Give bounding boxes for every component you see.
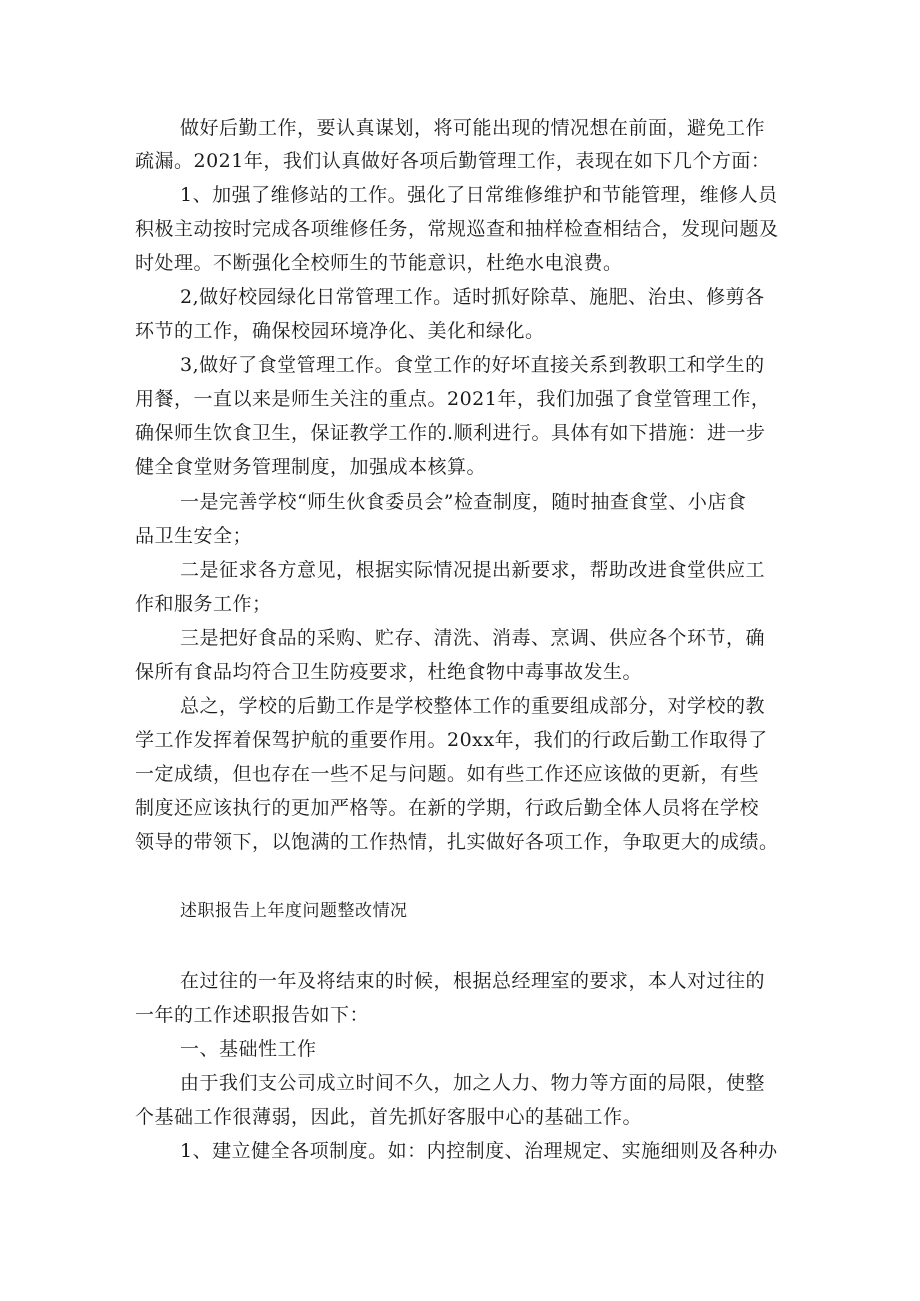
text-line: 学工作发挥着保驾护航的重要作用。20xx年，我们的行政后勤工作取得了	[135, 729, 768, 751]
text-line: 疏漏。2021年，我们认真做好各项后勤管理工作，表现在如下几个方面：	[135, 150, 771, 172]
text-line: 保所有食品均符合卫生防疫要求，杜绝食物中毒事故发生。	[135, 661, 643, 683]
text-line: 时处理。不断强化全校师生的节能意识，杜绝水电浪费。	[135, 252, 623, 274]
text-line: 个基础工作很薄弱，因此，首先抓好客服中心的基础工作。	[135, 1106, 643, 1128]
text-line: 健全食堂财务管理制度，加强成本核算。	[135, 456, 487, 478]
text-line: 作和服务工作；	[135, 593, 272, 615]
text-line: 制度还应该执行的更加严格等。在新的学期，行政后勤全体人员将在学校	[135, 797, 760, 819]
text-line: 一是完善学校“师生伙食委员会”检查制度，随时抽查食堂、小店食	[180, 491, 747, 513]
text-line: 2,做好校园绿化日常管理工作。适时抓好除草、施肥、治虫、修剪各	[180, 286, 765, 308]
text-line: 用餐，一直以来是师生关注的重点。2021年，我们加强了食堂管理工作，	[135, 388, 771, 410]
text-line: 做好后勤工作，要认真谋划，将可能出现的情况想在前面，避免工作	[180, 117, 766, 139]
text-line: 品卫生安全；	[135, 525, 253, 547]
text-line: 1、加强了维修站的工作。强化了日常维修维护和节能管理，维修人员	[180, 184, 778, 206]
heading-line: 述职报告上年度问题整改情况	[180, 901, 408, 921]
text-line: 一定成绩，但也存在一些不足与问题。如有些工作还应该做的更新，有些	[135, 763, 760, 785]
text-line: 积极主动按时完成各项维修任务，常规巡查和抽样检查相结合，发现问题及	[135, 218, 779, 240]
text-line: 领导的带领下，以饱满的工作热情，扎实做好各项工作，争取更大的成绩。	[135, 831, 779, 853]
text-line: 二是征求各方意见，根据实际情况提出新要求，帮助改进食堂供应工	[180, 559, 766, 581]
text-line: 1、建立健全各项制度。如：内控制度、治理规定、实施细则及各种办	[180, 1140, 778, 1162]
text-line: 总之，学校的后勤工作是学校整体工作的重要组成部分，对学校的教	[180, 695, 766, 717]
text-line: 3,做好了食堂管理工作。食堂工作的好坏直接关系到教职工和学生的	[180, 354, 765, 376]
text-line: 一、基础性工作	[180, 1038, 317, 1060]
text-line: 由于我们支公司成立时间不久，加之人力、物力等方面的局限，使整	[180, 1072, 766, 1094]
text-line: 在过往的一年及将结束的时候，根据总经理室的要求，本人对过往的	[180, 970, 766, 992]
text-line: 一年的工作述职报告如下：	[135, 1004, 370, 1026]
text-line: 环节的工作，确保校园环境净化、美化和绿化。	[135, 320, 545, 342]
text-line: 三是把好食品的采购、贮存、清洗、消毒、烹调、供应各个环节，确	[180, 627, 766, 649]
text-line: 确保师生饮食卫生，保证教学工作的.顺利进行。具体有如下措施：进一步	[135, 422, 766, 444]
